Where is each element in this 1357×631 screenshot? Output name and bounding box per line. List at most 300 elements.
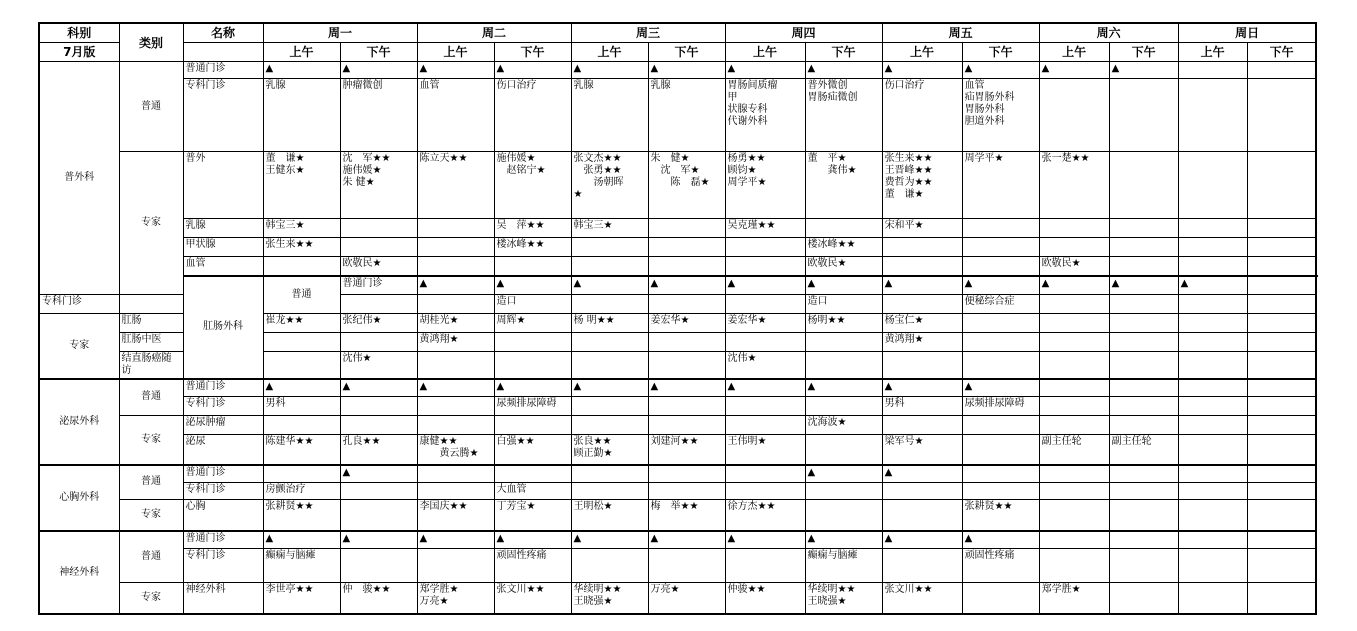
day-header-sat: 周六 bbox=[1039, 23, 1178, 43]
table-row bbox=[39, 465, 1316, 482]
schedule-cell: 周学平★ bbox=[962, 152, 1039, 219]
schedule-cell: ▲ bbox=[648, 531, 725, 548]
schedule-cell bbox=[1247, 314, 1316, 333]
schedule-cell: ▲ bbox=[882, 465, 962, 482]
day-header-thu: 周四 bbox=[725, 23, 882, 43]
schedule-cell: ▲ bbox=[571, 62, 648, 79]
category-cell: 普通 bbox=[119, 62, 183, 152]
table-row bbox=[39, 219, 1316, 238]
schedule-cell bbox=[1178, 548, 1247, 582]
schedule-cell bbox=[1247, 276, 1316, 295]
schedule-cell: 孔良★★ bbox=[340, 434, 417, 465]
schedule-cell bbox=[263, 333, 340, 352]
half-day-header-am: 上午 bbox=[1178, 43, 1247, 62]
schedule-cell bbox=[1039, 465, 1109, 482]
schedule-cell: 乳腺 bbox=[648, 79, 725, 152]
schedule-cell bbox=[805, 434, 882, 465]
name-header-blank bbox=[183, 43, 263, 62]
schedule-cell: 宋和平★ bbox=[882, 219, 962, 238]
schedule-cell bbox=[571, 352, 648, 380]
schedule-cell bbox=[962, 314, 1039, 333]
schedule-cell: ▲ bbox=[571, 276, 648, 295]
schedule-cell bbox=[1039, 295, 1109, 314]
half-day-header-pm: 下午 bbox=[1109, 43, 1178, 62]
schedule-cell: 张文川★★ bbox=[882, 582, 962, 614]
schedule-cell bbox=[494, 333, 571, 352]
schedule-cell: 周辉★ bbox=[494, 314, 571, 333]
half-day-header-pm: 下午 bbox=[340, 43, 417, 62]
schedule-cell bbox=[805, 499, 882, 531]
schedule-cell: 丁芳宝★ bbox=[494, 499, 571, 531]
schedule-cell bbox=[1109, 465, 1178, 482]
table-row bbox=[39, 548, 1316, 582]
schedule-cell bbox=[725, 396, 805, 415]
schedule-cell: 便秘综合症 bbox=[962, 295, 1039, 314]
table-row bbox=[39, 499, 1316, 531]
schedule-cell: ▲ bbox=[962, 379, 1039, 396]
schedule-cell: ▲ bbox=[805, 62, 882, 79]
schedule-cell: ▲ bbox=[417, 62, 494, 79]
schedule-cell: ▲ bbox=[725, 276, 805, 295]
half-day-header-am: 上午 bbox=[417, 43, 494, 62]
schedule-cell bbox=[1109, 499, 1178, 531]
schedule-cell bbox=[1247, 499, 1316, 531]
schedule-cell bbox=[417, 238, 494, 257]
schedule-cell bbox=[1109, 531, 1178, 548]
department-cell: 普外科 bbox=[39, 62, 119, 295]
table-row bbox=[39, 238, 1316, 257]
schedule-cell: ▲ bbox=[340, 62, 417, 79]
schedule-cell bbox=[571, 465, 648, 482]
category-cell: 普通 bbox=[119, 531, 183, 582]
schedule-cell: 杨 明★★ bbox=[571, 314, 648, 333]
schedule-cell: ▲ bbox=[1109, 276, 1178, 295]
schedule-cell bbox=[648, 352, 725, 380]
schedule-cell bbox=[962, 352, 1039, 380]
schedule-cell bbox=[494, 465, 571, 482]
schedule-cell bbox=[417, 352, 494, 380]
schedule-cell bbox=[1109, 582, 1178, 614]
schedule-cell bbox=[1247, 352, 1316, 380]
schedule-cell bbox=[1247, 219, 1316, 238]
schedule-cell: 梅 举★★ bbox=[648, 499, 725, 531]
schedule-cell: ▲ bbox=[263, 531, 340, 548]
schedule-cell bbox=[1109, 482, 1178, 499]
schedule-cell bbox=[1109, 352, 1178, 380]
half-day-header-pm: 下午 bbox=[1247, 43, 1316, 62]
schedule-cell bbox=[1109, 314, 1178, 333]
schedule-cell bbox=[1178, 465, 1247, 482]
schedule-cell: 杨宝仁★ bbox=[882, 314, 962, 333]
schedule-cell bbox=[1178, 238, 1247, 257]
schedule-cell bbox=[1178, 295, 1247, 314]
table-row bbox=[39, 379, 1316, 396]
schedule-cell: 楼冰峰★★ bbox=[494, 238, 571, 257]
schedule-cell: 肿瘤微创 bbox=[340, 79, 417, 152]
schedule-cell: 万亮★ bbox=[648, 582, 725, 614]
schedule-cell bbox=[417, 482, 494, 499]
schedule-cell bbox=[571, 295, 648, 314]
schedule-cell bbox=[340, 396, 417, 415]
schedule-cell bbox=[1039, 415, 1109, 434]
clinic-name-cell: 普通门诊 bbox=[340, 276, 417, 295]
schedule-cell: ▲ bbox=[962, 62, 1039, 79]
schedule-cell: 韩宝三★ bbox=[263, 219, 340, 238]
schedule-cell bbox=[1247, 379, 1316, 396]
schedule-cell: ▲ bbox=[494, 531, 571, 548]
schedule-cell: 造口 bbox=[494, 295, 571, 314]
schedule-cell bbox=[1109, 396, 1178, 415]
schedule-cell bbox=[1039, 238, 1109, 257]
schedule-cell bbox=[119, 295, 183, 314]
schedule-cell bbox=[1039, 314, 1109, 333]
schedule-cell bbox=[725, 548, 805, 582]
schedule-cell bbox=[571, 333, 648, 352]
schedule-cell bbox=[648, 219, 725, 238]
schedule-cell bbox=[1039, 531, 1109, 548]
schedule-cell: 陈建华★★ bbox=[263, 434, 340, 465]
schedule-cell: 房颤治疗 bbox=[263, 482, 340, 499]
schedule-cell: ▲ bbox=[1178, 276, 1247, 295]
schedule-cell: 施伟媛★ 赵铭宁★ bbox=[494, 152, 571, 219]
schedule-cell bbox=[725, 482, 805, 499]
schedule-cell bbox=[1039, 548, 1109, 582]
schedule-cell: 乳腺 bbox=[263, 79, 340, 152]
schedule-cell bbox=[1247, 62, 1316, 79]
schedule-cell: 张生来★★ bbox=[263, 238, 340, 257]
day-header-tue: 周二 bbox=[417, 23, 571, 43]
schedule-cell bbox=[882, 499, 962, 531]
schedule-cell bbox=[263, 352, 340, 380]
schedule-cell bbox=[725, 415, 805, 434]
schedule-cell bbox=[417, 257, 494, 276]
schedule-cell: 胃肠间质瘤 甲 状腺专科 代谢外科 bbox=[725, 79, 805, 152]
schedule-cell: ▲ bbox=[962, 531, 1039, 548]
schedule-cell: 张文杰★★ 张勇★★ 汤朝晖 ★ bbox=[571, 152, 648, 219]
schedule-cell bbox=[1109, 79, 1178, 152]
schedule-cell bbox=[962, 465, 1039, 482]
schedule-cell: 血管 bbox=[417, 79, 494, 152]
edition-label: 7月版 bbox=[39, 43, 119, 62]
schedule-cell: ▲ bbox=[648, 379, 725, 396]
category-cell: 专家 bbox=[119, 152, 183, 295]
half-day-header-am: 上午 bbox=[725, 43, 805, 62]
schedule-cell: 陈立天★★ bbox=[417, 152, 494, 219]
schedule-cell: 杨明★★ bbox=[805, 314, 882, 333]
schedule-cell bbox=[1247, 79, 1316, 152]
schedule-cell: ▲ bbox=[494, 276, 571, 295]
schedule-cell: ▲ bbox=[805, 531, 882, 548]
category-cell: 普通 bbox=[263, 276, 340, 314]
day-header-fri: 周五 bbox=[882, 23, 1039, 43]
schedule-cell: 血管 疝胃肠外科 胃肠外科 胆道外科 bbox=[962, 79, 1039, 152]
schedule-cell: 普外微创 胃肠疝微创 bbox=[805, 79, 882, 152]
schedule-cell: 男科 bbox=[882, 396, 962, 415]
half-day-header-am: 上午 bbox=[571, 43, 648, 62]
schedule-cell bbox=[725, 238, 805, 257]
clinic-name-cell: 甲状腺 bbox=[183, 238, 263, 257]
schedule-cell: 沈伟★ bbox=[340, 352, 417, 380]
table-row bbox=[39, 582, 1316, 614]
schedule-cell bbox=[962, 257, 1039, 276]
schedule-cell bbox=[1039, 499, 1109, 531]
table-row bbox=[39, 434, 1316, 465]
schedule-cell bbox=[1178, 219, 1247, 238]
schedule-cell bbox=[1247, 465, 1316, 482]
clinic-name-cell: 肛肠中医 bbox=[119, 333, 183, 352]
schedule-cell bbox=[1178, 352, 1247, 380]
clinic-name-cell: 普通门诊 bbox=[183, 531, 263, 548]
schedule-cell: 康健★★ 黄云腾★ bbox=[417, 434, 494, 465]
schedule-cell bbox=[882, 548, 962, 582]
schedule-cell bbox=[1247, 482, 1316, 499]
schedule-cell: 李国庆★★ bbox=[417, 499, 494, 531]
clinic-name-cell: 泌尿 bbox=[183, 434, 263, 465]
schedule-cell bbox=[417, 465, 494, 482]
clinic-name-cell: 乳腺 bbox=[183, 219, 263, 238]
schedule-cell: ▲ bbox=[1039, 276, 1109, 295]
name-header: 名称 bbox=[183, 23, 263, 43]
schedule-cell bbox=[1178, 582, 1247, 614]
schedule-cell bbox=[1109, 415, 1178, 434]
clinic-name-cell: 血管 bbox=[183, 257, 263, 276]
schedule-cell: 华续明★★ 王晓强★ bbox=[571, 582, 648, 614]
schedule-cell: 张生来★★ 王晋峰★★ 费哲为★★ 董 谦★ bbox=[882, 152, 962, 219]
schedule-cell bbox=[882, 238, 962, 257]
schedule-cell bbox=[1109, 333, 1178, 352]
schedule-cell bbox=[1039, 219, 1109, 238]
schedule-cell: 男科 bbox=[263, 396, 340, 415]
schedule-cell: 白强★★ bbox=[494, 434, 571, 465]
schedule-cell bbox=[571, 238, 648, 257]
table-row bbox=[39, 257, 1316, 276]
schedule-cell bbox=[1178, 257, 1247, 276]
schedule-cell: ▲ bbox=[805, 465, 882, 482]
schedule-cell: ▲ bbox=[417, 531, 494, 548]
schedule-cell bbox=[1039, 352, 1109, 380]
category-cell: 普通 bbox=[119, 379, 183, 415]
schedule-cell: ▲ bbox=[725, 379, 805, 396]
schedule-cell: 黄鸿翔★ bbox=[882, 333, 962, 352]
schedule-cell bbox=[1109, 379, 1178, 396]
schedule-cell: 癫痫与脑瘫 bbox=[805, 548, 882, 582]
schedule-cell bbox=[340, 219, 417, 238]
schedule-cell bbox=[648, 295, 725, 314]
schedule-cell bbox=[340, 499, 417, 531]
schedule-cell: 副主任轮 bbox=[1039, 434, 1109, 465]
schedule-cell: ▲ bbox=[417, 379, 494, 396]
schedule-cell bbox=[1109, 548, 1178, 582]
schedule-cell: 仲 骏★★ bbox=[340, 582, 417, 614]
type-header: 类别 bbox=[119, 23, 183, 62]
schedule-cell bbox=[805, 396, 882, 415]
clinic-name-cell: 泌尿肿瘤 bbox=[183, 415, 263, 434]
table-row bbox=[39, 396, 1316, 415]
schedule-cell: 崔龙★★ bbox=[263, 314, 340, 333]
schedule-cell bbox=[417, 219, 494, 238]
schedule-cell bbox=[648, 257, 725, 276]
schedule-cell bbox=[1039, 379, 1109, 396]
clinic-name-cell: 专科门诊 bbox=[183, 79, 263, 152]
schedule-cell: 大血管 bbox=[494, 482, 571, 499]
schedule-cell: 姜宏华★ bbox=[648, 314, 725, 333]
schedule-cell: 王伟明★ bbox=[725, 434, 805, 465]
schedule-cell bbox=[571, 548, 648, 582]
schedule-cell bbox=[417, 295, 494, 314]
schedule-cell: ▲ bbox=[263, 62, 340, 79]
table-row bbox=[39, 62, 1316, 79]
schedule-cell bbox=[417, 548, 494, 582]
schedule-cell bbox=[1247, 257, 1316, 276]
schedule-cell bbox=[1178, 415, 1247, 434]
schedule-cell bbox=[725, 333, 805, 352]
table-row bbox=[39, 415, 1316, 434]
schedule-cell: 李世亭★★ bbox=[263, 582, 340, 614]
schedule-cell bbox=[1039, 79, 1109, 152]
schedule-cell bbox=[882, 352, 962, 380]
schedule-cell bbox=[1039, 482, 1109, 499]
schedule-cell: 张耕贤★★ bbox=[263, 499, 340, 531]
schedule-cell: 华续明★★ 王晓强★ bbox=[805, 582, 882, 614]
schedule-cell bbox=[882, 482, 962, 499]
schedule-cell: ▲ bbox=[882, 276, 962, 295]
schedule-cell: ▲ bbox=[340, 531, 417, 548]
table-row bbox=[39, 79, 1316, 152]
day-header-wed: 周三 bbox=[571, 23, 725, 43]
schedule-cell bbox=[805, 219, 882, 238]
schedule-cell: 吴 萍★★ bbox=[494, 219, 571, 238]
schedule-cell: 张文川★★ bbox=[494, 582, 571, 614]
clinic-name-cell: 神经外科 bbox=[183, 582, 263, 614]
schedule-cell bbox=[571, 257, 648, 276]
schedule-cell: 乳腺 bbox=[571, 79, 648, 152]
schedule-cell bbox=[1247, 333, 1316, 352]
schedule-cell bbox=[1178, 314, 1247, 333]
table-row bbox=[39, 276, 1316, 295]
schedule-cell: ▲ bbox=[494, 62, 571, 79]
clinic-name-cell: 普通门诊 bbox=[183, 379, 263, 396]
schedule-cell: 董 平★ 龚伟★ bbox=[805, 152, 882, 219]
schedule-cell: 尿频排尿障碍 bbox=[962, 396, 1039, 415]
category-cell: 专家 bbox=[39, 314, 119, 380]
schedule-cell: 欧敬民★ bbox=[1039, 257, 1109, 276]
schedule-cell bbox=[494, 257, 571, 276]
schedule-cell bbox=[648, 396, 725, 415]
schedule-cell bbox=[1039, 333, 1109, 352]
schedule-cell bbox=[882, 257, 962, 276]
schedule-cell bbox=[1039, 396, 1109, 415]
schedule-cell bbox=[1247, 531, 1316, 548]
schedule-cell: 伤口治疗 bbox=[882, 79, 962, 152]
schedule-cell bbox=[1178, 396, 1247, 415]
schedule-cell bbox=[1247, 582, 1316, 614]
schedule-cell: 沈海波★ bbox=[805, 415, 882, 434]
half-day-header-am: 上午 bbox=[1039, 43, 1109, 62]
clinic-name-cell: 专科门诊 bbox=[183, 482, 263, 499]
half-day-header-pm: 下午 bbox=[805, 43, 882, 62]
schedule-cell bbox=[648, 482, 725, 499]
schedule-cell: ▲ bbox=[882, 62, 962, 79]
clinic-name-cell: 肛肠 bbox=[119, 314, 183, 333]
dept-header: 科别 bbox=[39, 23, 119, 43]
schedule-cell bbox=[805, 333, 882, 352]
schedule-cell: 楼冰峰★★ bbox=[805, 238, 882, 257]
table-row bbox=[39, 152, 1316, 219]
schedule-cell: 顽固性疼痛 bbox=[494, 548, 571, 582]
day-header-mon: 周一 bbox=[263, 23, 417, 43]
schedule-cell: 仲骏★★ bbox=[725, 582, 805, 614]
schedule-cell bbox=[1247, 548, 1316, 582]
schedule-cell: 董 谦★ 王健东★ bbox=[263, 152, 340, 219]
department-cell: 肛肠外科 bbox=[183, 276, 263, 380]
schedule-cell bbox=[340, 548, 417, 582]
table-row bbox=[39, 482, 1316, 499]
schedule-cell: 沈伟★ bbox=[725, 352, 805, 380]
schedule-cell bbox=[571, 396, 648, 415]
clinic-name-cell: 专科门诊 bbox=[183, 548, 263, 582]
schedule-cell bbox=[1178, 333, 1247, 352]
schedule-cell bbox=[805, 352, 882, 380]
schedule-cell bbox=[1178, 79, 1247, 152]
schedule-cell bbox=[1247, 295, 1316, 314]
schedule-cell: 郑学胜★ bbox=[1039, 582, 1109, 614]
schedule-cell bbox=[725, 257, 805, 276]
schedule-cell: 癫痫与脑瘫 bbox=[263, 548, 340, 582]
schedule-cell: ▲ bbox=[340, 379, 417, 396]
schedule-cell: ▲ bbox=[648, 62, 725, 79]
schedule-cell bbox=[263, 257, 340, 276]
half-day-header-am: 上午 bbox=[882, 43, 962, 62]
schedule-cell bbox=[962, 482, 1039, 499]
schedule-cell: 姜宏华★ bbox=[725, 314, 805, 333]
schedule-cell: ▲ bbox=[417, 276, 494, 295]
schedule-cell: 副主任轮 bbox=[1109, 434, 1178, 465]
schedule-cell: 顽固性疼痛 bbox=[962, 548, 1039, 582]
schedule-cell: ▲ bbox=[340, 465, 417, 482]
schedule-cell: ▲ bbox=[725, 62, 805, 79]
schedule-cell: 张纪伟★ bbox=[340, 314, 417, 333]
schedule-cell bbox=[882, 415, 962, 434]
schedule-cell bbox=[571, 482, 648, 499]
schedule-cell bbox=[648, 333, 725, 352]
schedule-cell bbox=[340, 333, 417, 352]
schedule-cell: ▲ bbox=[1109, 62, 1178, 79]
schedule-cell: 造口 bbox=[805, 295, 882, 314]
schedule-cell: ▲ bbox=[962, 276, 1039, 295]
schedule-cell bbox=[648, 415, 725, 434]
schedule-cell bbox=[962, 333, 1039, 352]
schedule-cell: 张良★★ 顾正勤★ bbox=[571, 434, 648, 465]
schedule-cell bbox=[1247, 396, 1316, 415]
schedule-cell bbox=[805, 482, 882, 499]
schedule-cell bbox=[340, 415, 417, 434]
schedule-cell: 尿频排尿障碍 bbox=[494, 396, 571, 415]
schedule-cell bbox=[962, 434, 1039, 465]
schedule-cell: 郑学胜★ 万亮★ bbox=[417, 582, 494, 614]
schedule-cell bbox=[725, 465, 805, 482]
schedule-cell bbox=[417, 415, 494, 434]
half-day-header-am: 上午 bbox=[263, 43, 340, 62]
schedule-cell: 王明松★ bbox=[571, 499, 648, 531]
schedule-cell: ▲ bbox=[494, 379, 571, 396]
schedule-cell bbox=[1178, 62, 1247, 79]
clinic-name-cell: 普通门诊 bbox=[183, 62, 263, 79]
schedule-cell bbox=[962, 219, 1039, 238]
day-header-sun: 周日 bbox=[1178, 23, 1316, 43]
schedule-cell: ▲ bbox=[882, 531, 962, 548]
clinic-name-cell: 专科门诊 bbox=[183, 396, 263, 415]
schedule-cell bbox=[1178, 434, 1247, 465]
